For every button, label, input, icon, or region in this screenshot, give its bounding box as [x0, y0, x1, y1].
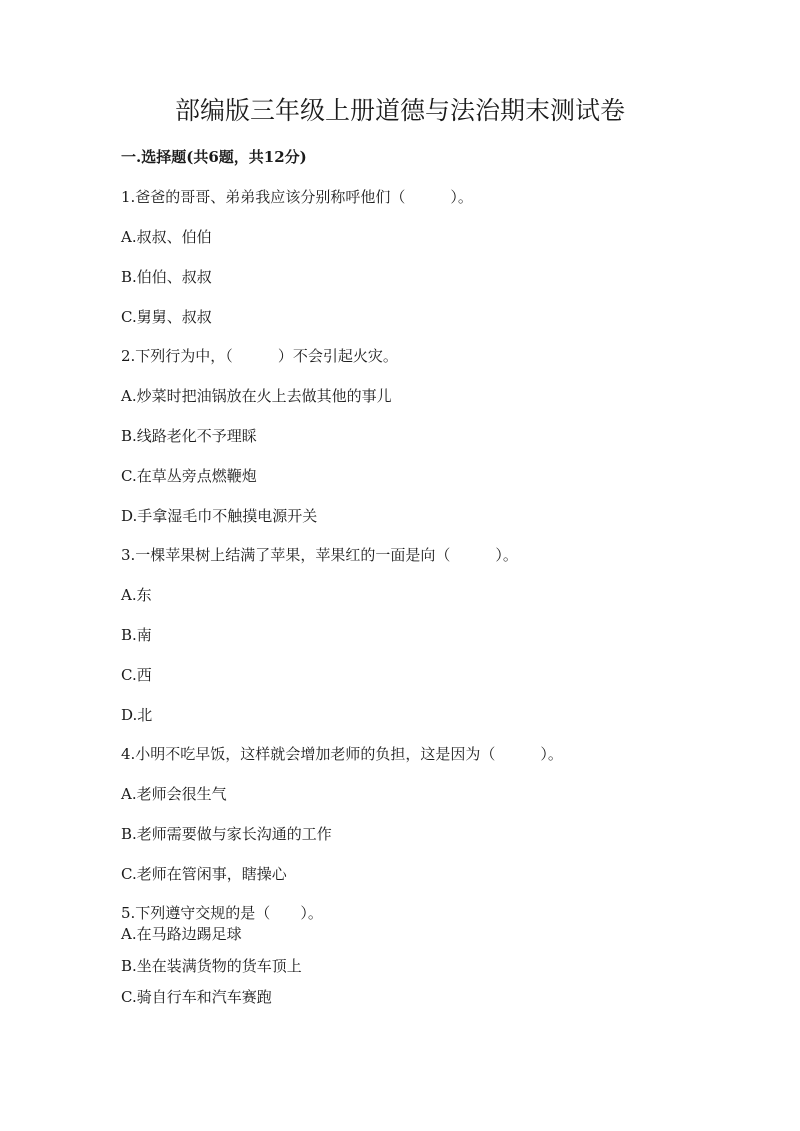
question-4-option-c: C.老师在管闲事，瞎操心 [121, 865, 287, 883]
exam-title: 部编版三年级上册道德与法治期末测试卷 [174, 96, 625, 125]
question-5-stem: 5.下列遵守交规的是（ ）。 [121, 904, 323, 922]
question-4-option-b: B.老师需要做与家长沟通的工作 [121, 825, 332, 843]
question-1-stem: 1.爸爸的哥哥、弟弟我应该分别称呼他们（ ）。 [121, 188, 473, 206]
question-5-option-c: C.骑自行车和汽车赛跑 [121, 988, 272, 1006]
question-1-option-a: A.叔叔、伯伯 [121, 228, 212, 246]
question-1-option-b: B.伯伯、叔叔 [121, 268, 212, 286]
section-heading: 一.选择题(共6题，共12分) [121, 148, 307, 166]
question-2-stem: 2.下列行为中，（ ）不会引起火灾。 [121, 347, 398, 365]
question-3-option-a: A.东 [121, 586, 152, 604]
question-2-option-c: C.在草丛旁点燃鞭炮 [121, 467, 257, 485]
question-3-option-b: B.南 [121, 626, 152, 644]
question-4-stem: 4.小明不吃早饭，这样就会增加老师的负担，这是因为（ ）。 [121, 745, 563, 763]
question-2-option-a: A.炒菜时把油锅放在火上去做其他的事儿 [121, 387, 392, 405]
question-3-option-c: C.西 [121, 666, 152, 684]
question-3-stem: 3.一棵苹果树上结满了苹果，苹果红的一面是向（ ）。 [121, 546, 518, 564]
question-5-option-a: A.在马路边踢足球 [121, 925, 242, 943]
question-2-option-b: B.线路老化不予理睬 [121, 427, 257, 445]
question-5-option-b: B.坐在装满货物的货车顶上 [121, 957, 302, 975]
question-2-option-d: D.手拿湿毛巾不触摸电源开关 [121, 507, 318, 525]
question-3-option-d: D.北 [121, 706, 153, 724]
question-4-option-a: A.老师会很生气 [121, 785, 227, 803]
question-1-option-c: C.舅舅、叔叔 [121, 308, 212, 326]
